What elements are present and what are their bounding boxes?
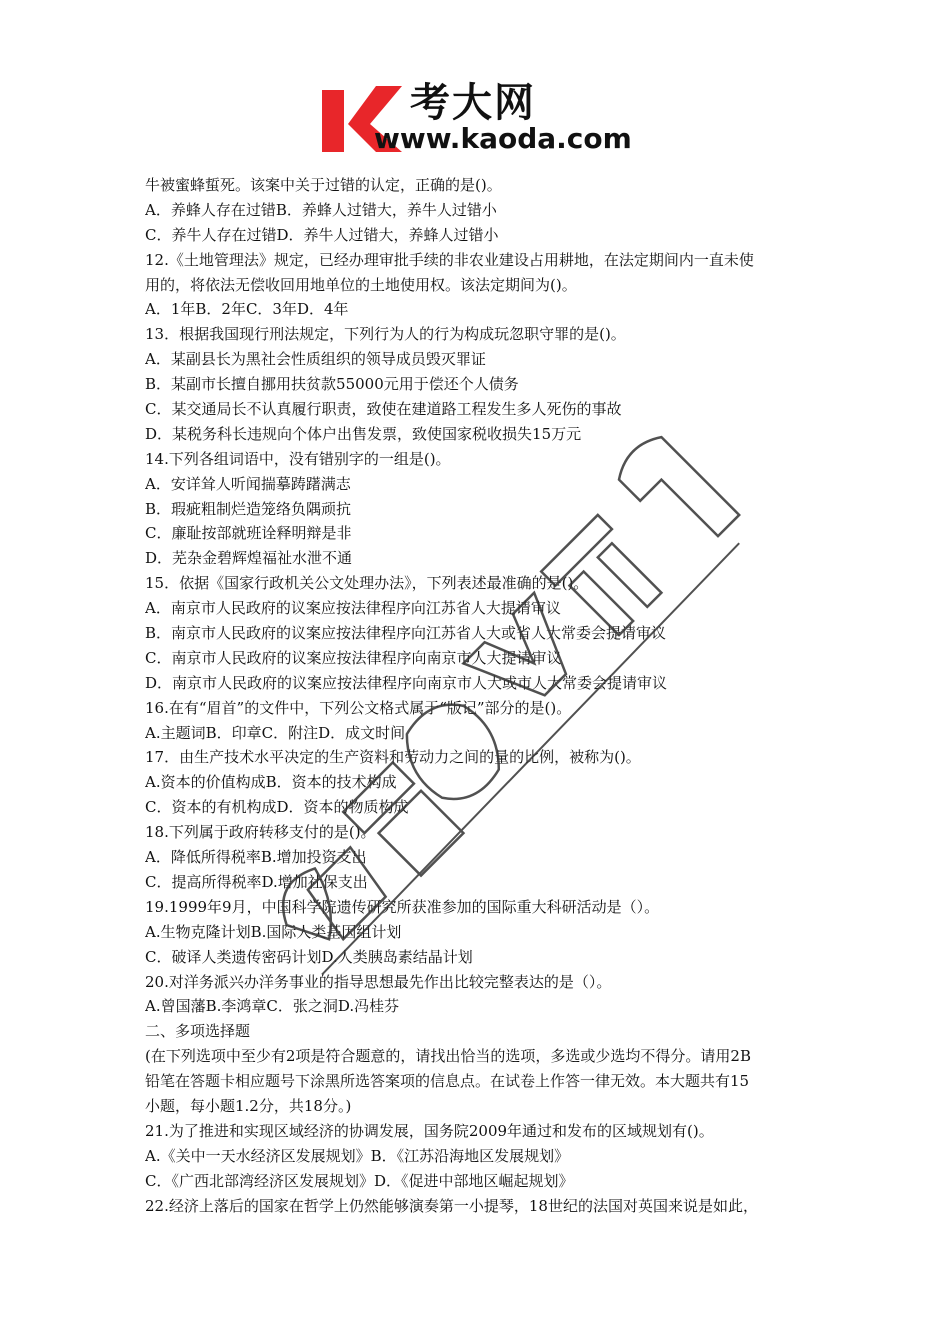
text-line: A.《关中一天水经济区发展规划》B．《江苏沿海地区发展规划》 (145, 1146, 570, 1165)
text-line: C．某交通局长不认真履行职责，致使在建道路工程发生多人死伤的事故 (145, 400, 622, 419)
text-line: 牛被蜜蜂蜇死。该案中关于过错的认定，正确的是()。 (145, 176, 502, 194)
text-line: 铅笔在答题卡相应题号下涂黑所选答案项的信息点。在试卷上作答一律无效。本大题共有15 (145, 1072, 750, 1091)
text-line: 19.1999年9月，中国科学院遗传研究所获准参加的国际重大科研活动是（）。 (145, 897, 660, 916)
text-line: 21.为了推进和实现区域经济的协调发展，国务院2009年通过和发布的区域规划有()。 (145, 1121, 714, 1140)
text-line: C．资本的有机构成D．资本的物质构成 (145, 798, 409, 817)
text-line: 14.下列各组词语中，没有错别字的一组是()。 (145, 449, 451, 468)
text-line: D．某税务科长违规向个体户出售发票，致使国家税收损失15万元 (145, 424, 582, 443)
text-line: B．瑕疵粗制烂造笼络负隅顽抗 (145, 499, 352, 518)
kaoda-logo (318, 80, 640, 160)
text-line: A．养蜂人存在过错B．养蜂人过错大，养牛人过错小 (145, 200, 497, 219)
text-line: D．芜杂金碧辉煌福祉水泄不通 (145, 549, 353, 568)
document-body (145, 173, 825, 1218)
text-line: A．1年B．2年C．3年D．4年 (145, 300, 349, 319)
text-line: B．南京市人民政府的议案应按法律程序向江苏省人大或省人大常委会提请审议 (145, 624, 667, 643)
text-line: 12.《土地管理法》规定，已经办理审批手续的非农业建设占用耕地，在法定期间内一直未使 (145, 250, 754, 269)
text-line: 17．由生产技术水平决定的生产资料和劳动力之间的量的比例，被称为()。 (145, 748, 641, 767)
text-line: A.主题词B．印章C．附注D．成文时间 (145, 723, 406, 742)
text-line: 15．依据《国家行政机关公文处理办法》，下列表述最准确的是()。 (145, 574, 589, 593)
text-line: A.资本的价值构成B．资本的技术构成 (145, 773, 397, 792)
text-line: 22.经济上落后的国家在哲学上仍然能够演奏第一小提琴，18世纪的法国对英国来说是如此， (145, 1196, 758, 1215)
text-line: A．南京市人民政府的议案应按法律程序向江苏省人大提请审议 (145, 599, 561, 618)
text-line: 13．根据我国现行刑法规定，下列行为人的行为构成玩忽职守罪的是()。 (145, 325, 626, 344)
text-line: A.曾国藩B.李鸿章C．张之洞D.冯桂芬 (145, 997, 400, 1016)
text-line: B．某副市长擅自挪用扶贫款55000元用于偿还个人债务 (145, 375, 519, 394)
text-line: 16.在有“眉首”的文件中，下列公文格式属于“版记”部分的是()。 (145, 698, 572, 717)
text-line: D．南京市人民政府的议案应按法律程序向南京市人大或市人大常委会提请审议 (145, 673, 668, 692)
text-line: C．破译人类遗传密码计划D.人类胰岛素结晶计划 (145, 947, 473, 966)
text-line: 用的，将依法无偿收回用地单位的土地使用权。该法定期间为()。 (145, 275, 577, 294)
text-line: A.生物克隆计划B.国际人类基因组计划 (145, 922, 402, 941)
text-line: A．降低所得税率B.增加投资支出 (145, 848, 367, 867)
text-line: 18.下列属于政府转移支付的是()。 (145, 823, 376, 842)
text-line: A．某副县长为黑社会性质组织的领导成员毁灭罪证 (145, 350, 486, 369)
text-line: A．安详耸人听闻揣摹踌躇满志 (145, 474, 351, 493)
text-line: 20.对洋务派兴办洋务事业的指导思想最先作出比较完整表达的是（）。 (145, 972, 612, 991)
text-line: 小题，每小题1.2分，共18分。) (145, 1096, 352, 1115)
text-line: 二、多项选择题 (145, 1022, 251, 1041)
text-line: C．廉耻按部就班诠释明辩是非 (145, 524, 352, 543)
logo-url: www.kaoda.com (374, 122, 632, 155)
text-line: C．提高所得税率D.增加社保支出 (145, 872, 368, 891)
text-line: C．养牛人存在过错D．养牛人过错大，养蜂人过错小 (145, 225, 499, 244)
text-line: C．南京市人民政府的议案应按法律程序向南京市人大提请审议 (145, 648, 562, 667)
text-line: (在下列选项中至少有2项是符合题意的，请找出恰当的选项，多选或少选均不得分。请用2B (145, 1047, 751, 1066)
text-line: C．《广西北部湾经济区发展规划》D．《促进中部地区崛起规划》 (145, 1171, 574, 1190)
logo-name: 考大网 (410, 80, 536, 126)
